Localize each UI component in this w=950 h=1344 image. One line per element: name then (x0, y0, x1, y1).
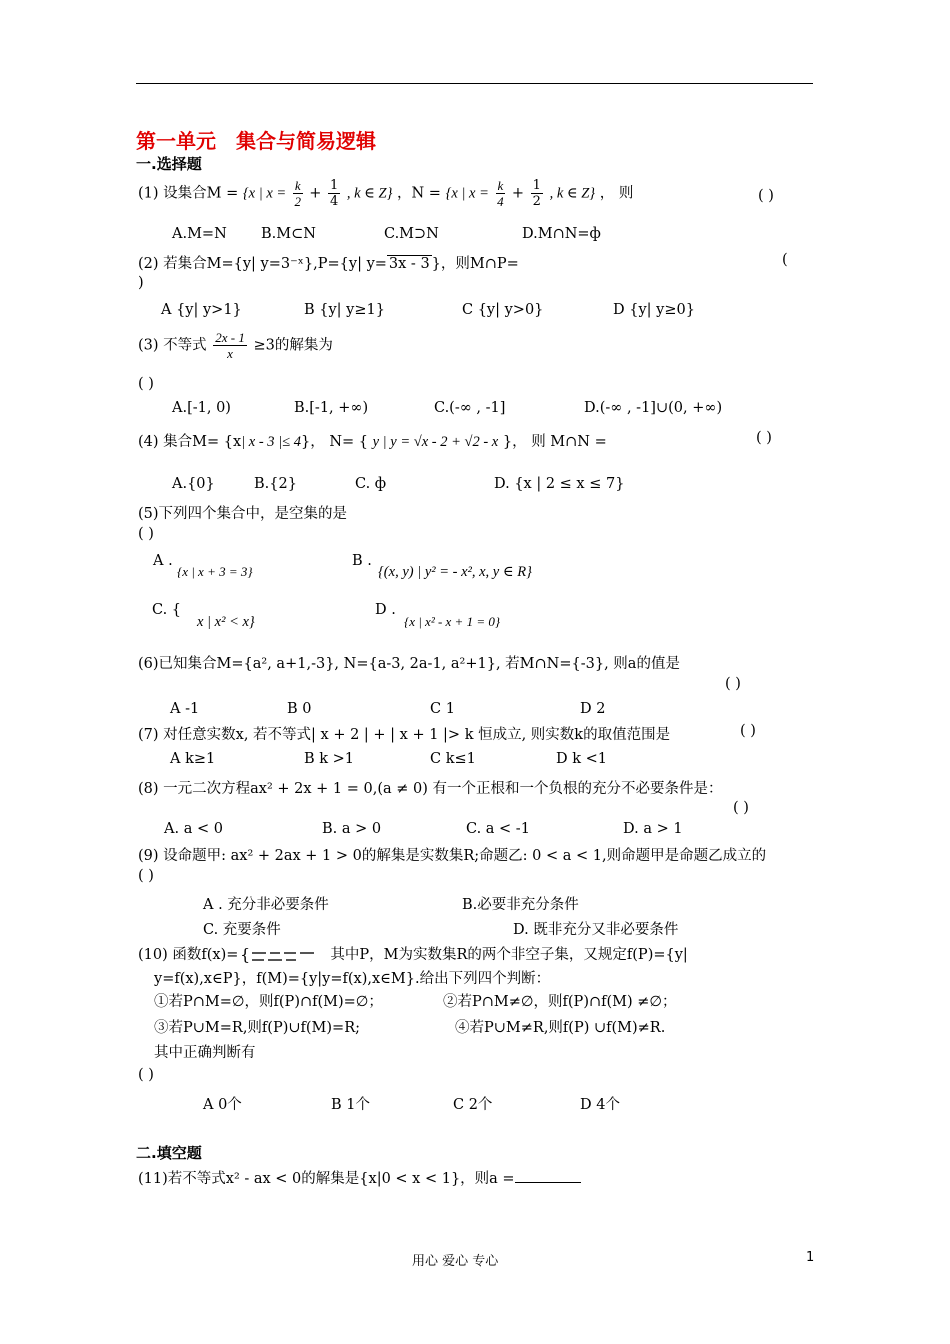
question-9: (9) 设命题甲: ax² + 2ax + 1 > 0的解集是实数集R;命题乙: 0 < a < 1,则命题甲是命题乙成立的 (138, 848, 767, 864)
option-c: C.M⊃N (384, 226, 439, 242)
option-b: B.[-1, +∞) (294, 400, 369, 416)
q1-set-n-tail: , k ∈ Z} (549, 185, 596, 202)
option-d: {x | x² - x + 1 = 0} (404, 614, 501, 629)
judgement-1: ①若P∩M=∅，则f(P)∩f(M)=∅； (154, 994, 383, 1010)
q10-line-5: 其中正确判断有 (154, 1045, 256, 1061)
q3-frac: $\frac{2x - 1}{x}$ (215, 330, 245, 361)
q4-stem-b: }， N= { (301, 434, 369, 450)
option-d: D 4个 (580, 1097, 620, 1113)
option-d: D.M∩N=ф (522, 226, 601, 242)
answer-paren: ( ) (138, 526, 154, 542)
q10-line-2: y=f(x),x∈P}，f(M)={y|y=f(x),x∈M}.给出下列四个判断： (154, 971, 551, 987)
q3-stem-tail: ≥3的解集为 (253, 337, 333, 354)
option-d: D {y| y≥0} (613, 302, 695, 318)
q1-set-n: {x | x = (445, 185, 489, 202)
plus-sign: + (511, 185, 525, 202)
q1-then: ， 则 (599, 185, 634, 202)
option-d: D. 既非充分又非必要条件 (513, 922, 679, 938)
option-c: C. a < -1 (466, 821, 530, 837)
q4-set-n: y | y = √x - 2 + √2 - x (372, 434, 499, 450)
plus-sign: + (309, 185, 322, 202)
answer-paren: ( ) (758, 188, 774, 204)
option-c: x | x² < x} (197, 614, 255, 630)
page-number: 1 (806, 1250, 815, 1265)
question-5: (5)下列四个集合中，是空集的是 (138, 506, 348, 522)
q10-stem-b: 其中P，M为实数集R的两个非空子集，又规定f(P)={y| (330, 947, 688, 963)
option-c: C.(-∞ , -1] (434, 400, 506, 416)
judgement-3: ③若P∪M=R,则f(P)∪f(M)=R; (154, 1020, 360, 1036)
header-rule (136, 83, 813, 84)
option-b: B.必要非充分条件 (462, 897, 579, 913)
option-a: A -1 (170, 701, 200, 717)
q4-stem-c: }， 则 M∩N = (502, 434, 607, 450)
answer-blank (515, 1168, 581, 1183)
option-a: A. a < 0 (164, 821, 223, 837)
option-b: {(x, y) | y² = - x², x, y ∈ R} (378, 564, 532, 580)
q1-frac: $\frac{k}{4}$ (497, 178, 504, 209)
option-c: C k≤1 (430, 751, 476, 767)
option-c: C. 充要条件 (203, 922, 281, 938)
question-6: (6)已知集合M={a², a+1,-3}, N={a-3, 2a-1, a²+1}, 若M∩N={-3}, 则a的值是 (138, 656, 680, 672)
svg-text:{: { (240, 945, 251, 964)
judgement-4: ④若P∪M≠R,则f(P) ∪f(M)≠R. (455, 1020, 666, 1036)
option-b: B.M⊂N (261, 226, 316, 242)
option-c-label: C. { (152, 602, 182, 618)
option-d: D k <1 (556, 751, 608, 767)
q2-stem: (2) 若集合M={y| y=3⁻ˣ},P={y| y= (138, 256, 387, 272)
option-b: B k >1 (304, 751, 355, 767)
option-d-label: D . (375, 602, 396, 618)
option-b: B 1个 (331, 1097, 370, 1113)
page-title: 第一单元 集合与简易逻辑 (136, 129, 376, 153)
option-b: B. a > 0 (322, 821, 382, 837)
q1-set-m-tail: , k ∈ Z} (346, 185, 393, 202)
q1-set-m: {x | x = (242, 185, 287, 202)
option-a: A.M=N (172, 226, 227, 242)
option-b: B {y| y≥1} (304, 302, 385, 318)
answer-paren: ( ) (138, 1067, 154, 1083)
q11-stem: (11)若不等式x² - ax < 0的解集是{x|0 < x < 1}，则a = (138, 1171, 515, 1187)
option-c: C 1 (430, 701, 455, 717)
option-b: B 0 (287, 701, 312, 717)
q1-frac: $\frac{1}{4}$ (329, 178, 339, 209)
option-c: C 2个 (453, 1097, 493, 1113)
footer-motto: 用心 爱心 专心 (412, 1254, 499, 1269)
answer-paren: ( ) (725, 676, 741, 692)
option-a: {x | x + 3 = 3} (177, 564, 253, 579)
option-a: A {y| y>1} (161, 302, 242, 318)
answer-paren: ( ) (733, 800, 749, 816)
q4-stem: (4) 集合M= {x (138, 434, 242, 450)
option-d: D 2 (580, 701, 606, 717)
question-4 (138, 430, 607, 451)
judgement-2: ②若P∩M≠∅，则f(P)∩f(M) ≠∅； (443, 994, 677, 1010)
option-b: B.{2} (254, 476, 297, 492)
option-a: A . 充分非必要条件 (203, 897, 329, 913)
option-a: A k≥1 (170, 751, 216, 767)
option-a: A.{0} (172, 476, 215, 492)
option-c: C {y| y>0} (462, 302, 544, 318)
answer-paren: ( ) (138, 868, 154, 884)
question-2 (138, 252, 519, 273)
q10-stem: (10) 函数f(x)= (138, 947, 239, 963)
option-d: D.(-∞ , -1]∪(0, +∞) (584, 400, 723, 416)
q1-stem: (1) 设集合M = (138, 185, 239, 202)
answer-paren: ( ) (756, 430, 772, 446)
section-heading-fill: 二.填空题 (136, 1144, 202, 1162)
q4-set-m: | x - 3 |≤ 4 (241, 434, 301, 450)
question-10 (138, 943, 688, 965)
sqrt-expression: 3x - 3 (388, 256, 430, 272)
q1-frac: $\frac{1}{2}$ (532, 178, 541, 209)
q3-stem: (3) 不等式 (138, 337, 207, 354)
option-a-label: A . (153, 553, 173, 569)
option-d: D. {x | 2 ≤ x ≤ 7} (494, 476, 625, 492)
q2-tail: }，则M∩P= (431, 256, 519, 272)
section-heading-choice: 一.选择题 (136, 155, 202, 173)
answer-paren: ( ) (740, 723, 756, 739)
question-7: (7) 对任意实数x, 若不等式| x + 2 | + | x + 1 |> k 恒成立, 则实数k的取值范围是 (138, 727, 671, 743)
question-3 (138, 330, 333, 361)
option-b-label: B . (352, 553, 372, 569)
answer-paren-close: ) (138, 275, 144, 291)
option-d: D. a > 1 (623, 821, 683, 837)
q1-n-label: ，N = (397, 185, 441, 202)
answer-paren-open: ( (782, 252, 788, 268)
question-1 (138, 178, 633, 209)
option-a: A 0个 (203, 1097, 242, 1113)
answer-paren: ( ) (138, 376, 154, 392)
piecewise-function-image (238, 945, 330, 965)
question-8: (8) 一元二次方程ax² + 2x + 1 = 0,(a ≠ 0) 有一个正根和一个负根的充分不必要条件是： (138, 781, 723, 797)
q1-frac: $\frac{k}{2}$ (294, 178, 301, 209)
question-11 (138, 1167, 581, 1188)
option-c: C. ф (355, 476, 387, 492)
option-a: A.[-1, 0) (172, 400, 231, 416)
